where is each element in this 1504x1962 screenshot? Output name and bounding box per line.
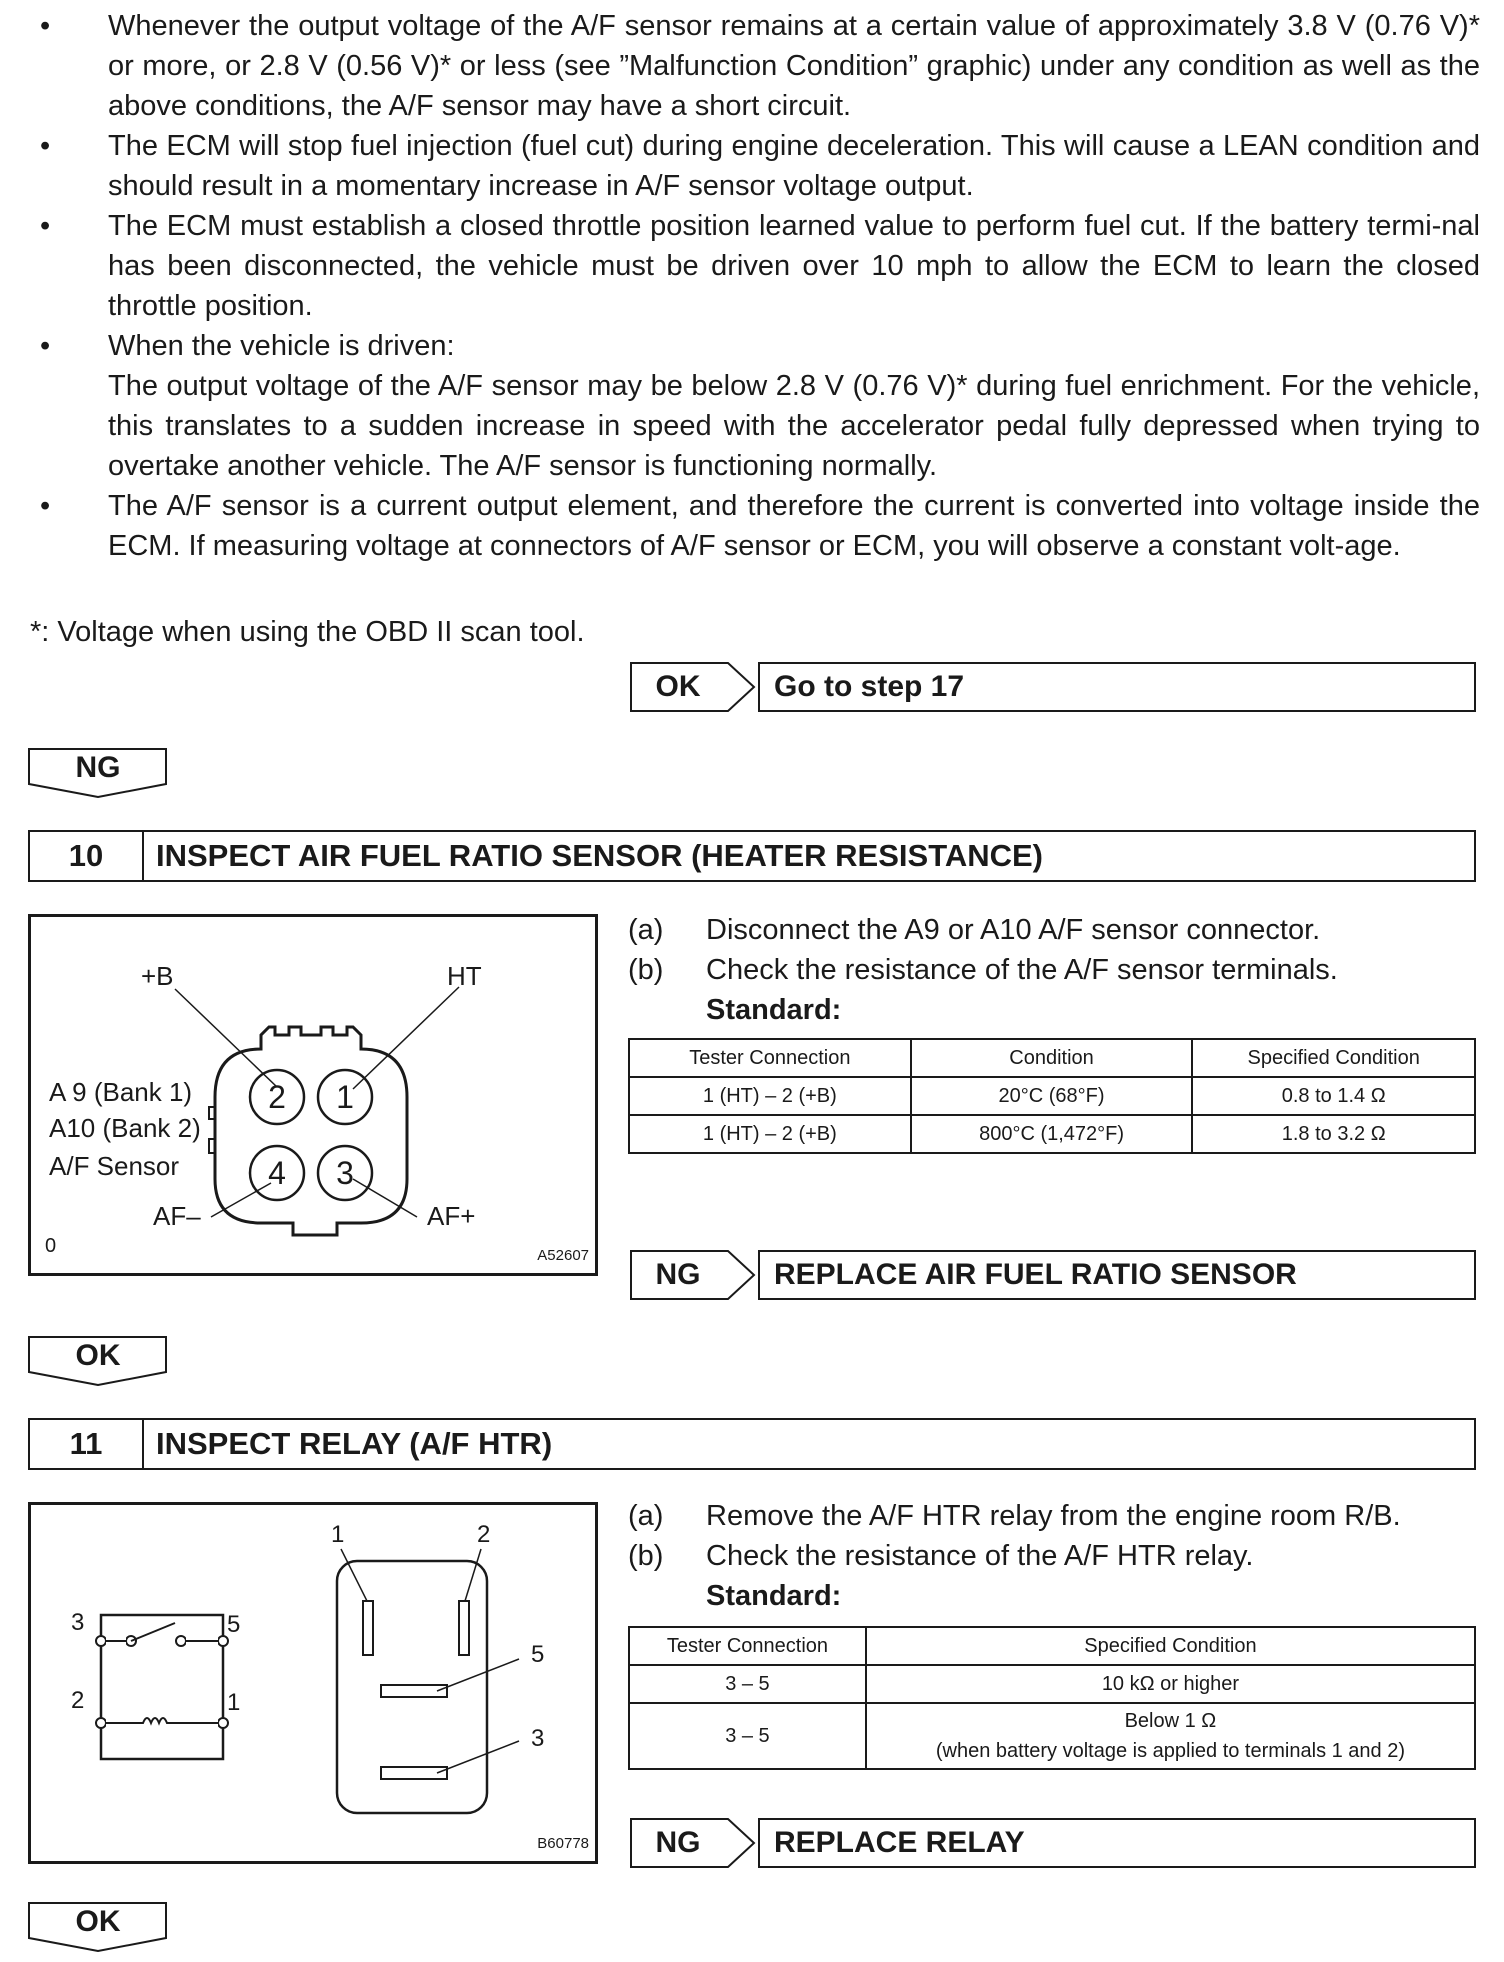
ok-down-arrow-label[interactable] (28, 1902, 168, 1952)
table-cell: 20°C (68°F) (911, 1077, 1193, 1115)
connector-outline (215, 1027, 407, 1235)
bullet-text: The ECM will stop fuel injection (fuel cut) during engine deceleration. This will cause a LEAN condition and should result in a momentary increase in A/F sensor voltage output. (108, 130, 1480, 202)
table-cell: 10 kΩ or higher (866, 1665, 1475, 1703)
instruction-letter: (a) (628, 914, 664, 946)
table-cell: 0.8 to 1.4 Ω (1192, 1077, 1475, 1115)
bullet-text: When the vehicle is driven: (108, 330, 455, 362)
pin-2-label: 2 (268, 1079, 286, 1115)
ng-label: NG (655, 1826, 701, 1859)
replace-af-sensor-box[interactable] (758, 1250, 1476, 1300)
instruction-a (628, 1496, 1488, 1536)
bullet-dot: • (40, 210, 51, 242)
label-plus-b: +B (141, 961, 174, 991)
step-title: INSPECT RELAY (A/F HTR) (156, 1426, 553, 1461)
bullet-item (30, 486, 1480, 566)
instruction-text: Check the resistance of the A/F sensor terminals. (706, 954, 1338, 986)
table-cell: 800°C (1,472°F) (911, 1115, 1193, 1153)
bullet-dot: • (40, 490, 51, 522)
step-11-instructions (628, 1496, 1488, 1616)
bullet-item (30, 6, 1480, 126)
ng-action-text: REPLACE AIR FUEL RATIO SENSOR (774, 1258, 1297, 1291)
figure-corner-code: 0 (45, 1235, 57, 1257)
table-header: Condition (911, 1039, 1193, 1077)
bullet-text: The A/F sensor is a current output element, and therefore the current is converted into voltage inside the ECM. If measuring voltage at connectors of A/F sensor or ECM, you will observe a constant volt-age. (108, 490, 1480, 562)
step-11-spec-table (628, 1626, 1476, 1770)
label-bank2: A10 (Bank 2) (49, 1113, 201, 1143)
step-number: 11 (30, 1420, 144, 1468)
circuit-2-label: 2 (71, 1687, 85, 1714)
ok-label: OK (75, 1339, 121, 1372)
bullet-dot: • (40, 10, 51, 42)
instruction-letter: (b) (628, 1540, 664, 1572)
step-number: 10 (30, 832, 144, 880)
table-header: Tester Connection (629, 1039, 911, 1077)
pin-4-label: 4 (268, 1155, 286, 1191)
terminal-3-label: 3 (531, 1725, 545, 1752)
table-cell-note: (when battery voltage is applied to terminals 1 and 2) (935, 1740, 1406, 1762)
replace-relay-box[interactable] (758, 1818, 1476, 1868)
pin-1-label: 1 (336, 1079, 354, 1115)
table-cell-line: Below 1 Ω (1124, 1710, 1217, 1732)
bullet-text: Whenever the output voltage of the A/F sensor remains at a certain value of approximately 3.8 V (0.76 V)* or more, or 2.8 V (0.56 V)* or less (see ”Malfunction Condition” graphic) under any condition as well as the above conditions, the A/F sensor may have a short circuit. (108, 10, 1480, 122)
instruction-letter: (b) (628, 954, 664, 986)
figure-id: A52607 (537, 1247, 589, 1264)
relay-diagram (31, 1505, 595, 1861)
table-header: Specified Condition (866, 1627, 1475, 1665)
instruction-text: Disconnect the A9 or A10 A/F sensor connector. (706, 914, 1321, 946)
standard-label: Standard: (706, 994, 842, 1026)
ng-down-arrow-label[interactable] (28, 748, 168, 798)
table-header: Tester Connection (629, 1627, 866, 1665)
table-row (629, 1115, 1475, 1153)
ok-arrow-label[interactable] (630, 662, 756, 712)
bullet-continuation: The output voltage of the A/F sensor may be below 2.8 V (0.76 V)* during fuel enrichment. For the vehicle, this translates to a sudden increase in speed with the accelerator pedal fully depressed when trying to overtake another vehicle. The A/F sensor is functioning normally. (108, 370, 1480, 482)
step-title: INSPECT AIR FUEL RATIO SENSOR (HEATER RESISTANCE) (156, 838, 1043, 873)
circuit-5-label: 5 (227, 1611, 241, 1638)
instruction-a (628, 910, 1488, 950)
circuit-1-label: 1 (227, 1689, 241, 1716)
ng-arrow-label[interactable] (630, 1250, 756, 1300)
relay-circuit-box (101, 1615, 223, 1759)
label-bank1: A 9 (Bank 1) (49, 1077, 193, 1107)
bullet-dot: • (40, 130, 51, 162)
label-af-minus: AF– (153, 1201, 201, 1231)
step-10-instructions (628, 910, 1488, 1030)
table-cell: 1 (HT) – 2 (+B) (629, 1115, 911, 1153)
table-row (629, 1703, 1475, 1769)
ok-label: OK (655, 670, 701, 703)
instruction-b (628, 950, 1488, 990)
label-ht: HT (447, 961, 482, 991)
bullet-item (30, 206, 1480, 326)
ok-target-text: Go to step 17 (774, 670, 965, 703)
table-row (629, 1077, 1475, 1115)
instruction-b (628, 1536, 1488, 1576)
af-htr-relay-figure (28, 1502, 598, 1864)
table-cell: 3 – 5 (629, 1703, 866, 1769)
step-11-header (28, 1418, 1476, 1470)
ng-action-text: REPLACE RELAY (774, 1826, 1025, 1859)
bullet-dot: • (40, 330, 51, 362)
figure-id: B60778 (537, 1835, 589, 1852)
label-af-sensor: A/F Sensor (49, 1151, 180, 1181)
table-row (629, 1665, 1475, 1703)
go-to-step-17-box[interactable] (758, 662, 1476, 712)
table-cell: 1.8 to 3.2 Ω (1192, 1115, 1475, 1153)
table-cell: 3 – 5 (629, 1665, 866, 1703)
instruction-text: Remove the A/F HTR relay from the engine room R/B. (706, 1500, 1401, 1532)
bullet-text: The ECM must establish a closed throttle position learned value to perform fuel cut. If the battery termi-nal has been disconnected, the vehicle must be driven over 10 mph to allow the ECM to learn the closed throttle position. (108, 210, 1480, 322)
ng-label: NG (655, 1258, 701, 1291)
bullet-item (30, 126, 1480, 206)
ok-label: OK (75, 1905, 121, 1938)
ng-label: NG (75, 751, 121, 784)
circuit-3-label: 3 (71, 1609, 85, 1636)
table-header: Specified Condition (1192, 1039, 1475, 1077)
table-cell: 1 (HT) – 2 (+B) (629, 1077, 911, 1115)
af-sensor-connector-figure (28, 914, 598, 1276)
standard-label: Standard: (706, 1580, 842, 1612)
terminal-1-label: 1 (331, 1521, 345, 1548)
bullet-list (30, 6, 1480, 566)
ok-down-arrow-label[interactable] (28, 1336, 168, 1386)
step-10-header (28, 830, 1476, 882)
step-10-spec-table (628, 1038, 1476, 1154)
terminal-2-label: 2 (477, 1521, 491, 1548)
ng-arrow-label[interactable] (630, 1818, 756, 1868)
terminal-5-label: 5 (531, 1641, 545, 1668)
instruction-letter: (a) (628, 1500, 664, 1532)
bullet-item (30, 326, 1480, 486)
pin-3-label: 3 (336, 1155, 354, 1191)
instruction-text: Check the resistance of the A/F HTR relay. (706, 1540, 1254, 1572)
footnote: *: Voltage when using the OBD II scan tool. (30, 616, 585, 648)
label-af-plus: AF+ (427, 1201, 476, 1231)
table-cell (866, 1703, 1475, 1769)
